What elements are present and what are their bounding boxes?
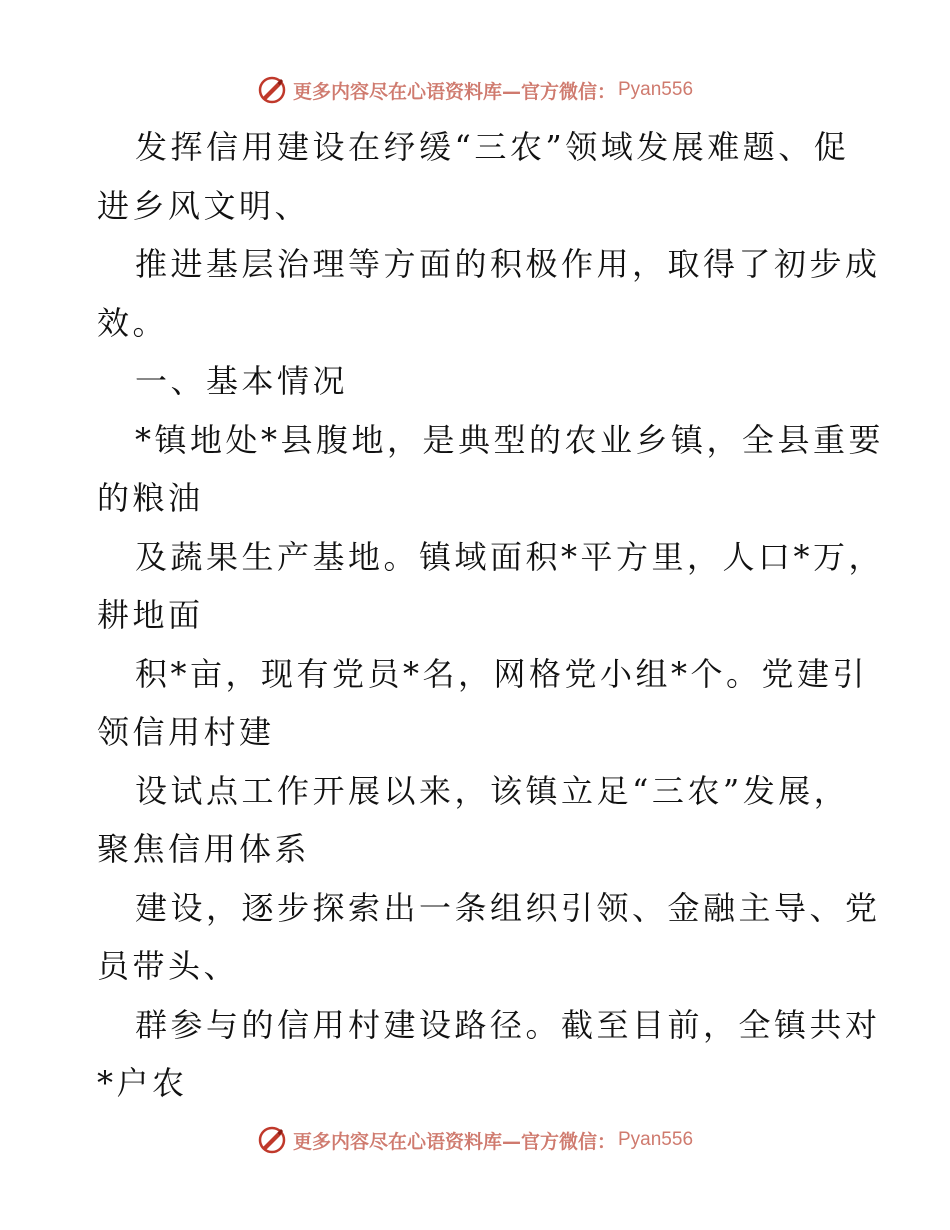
text-line: 进乡风文明、 [97,186,311,225]
text-line: 的粮油 [97,479,204,517]
header-watermark [0,70,950,110]
text-line: 设试点工作开展以来，该镇立足“三农”发展， [135,771,850,810]
text-line: 耕地面 [97,596,204,634]
watermark-wechat-id: Pyan556 [618,79,694,100]
text-line: 推进基层治理等方面的积极作用，取得了初步成 [135,245,881,283]
text-line: *户农 [97,1064,188,1102]
text-line: 聚焦信用体系 [97,830,311,868]
text-line: 效。 [97,303,169,342]
watermark-text: 更多内容尽在心语资料库—官方微信： [292,80,616,103]
pen-logo-icon [257,75,287,105]
watermark-text: 更多内容尽在心语资料库—官方微信： [292,1130,616,1153]
text-line: 建设，逐步探索出一条组织引领、金融主导、党 [135,888,881,927]
watermark-wechat-id: Pyan556 [618,1129,694,1150]
footer-watermark [0,1120,950,1160]
text-line: 及蔬果生产基地。镇域面积*平方里，人口*万， [135,537,885,576]
text-line: 领信用村建 [97,713,275,751]
text-line: *镇地处*县腹地，是典型的农业乡镇，全县重要 [135,420,885,459]
text-line: 群参与的信用村建设路径。截至目前，全镇共对 [135,1005,881,1044]
pen-logo-icon [257,1125,287,1155]
text-line: 员带头、 [97,947,240,985]
document-body [97,118,885,1113]
text-line: 发挥信用建设在纾缓“三农”领域发展难题、促 [135,128,850,166]
text-line: 积*亩，现有党员*名，网格党小组*个。党建引 [135,654,869,693]
text-line: 一、基本情况 [135,362,349,400]
